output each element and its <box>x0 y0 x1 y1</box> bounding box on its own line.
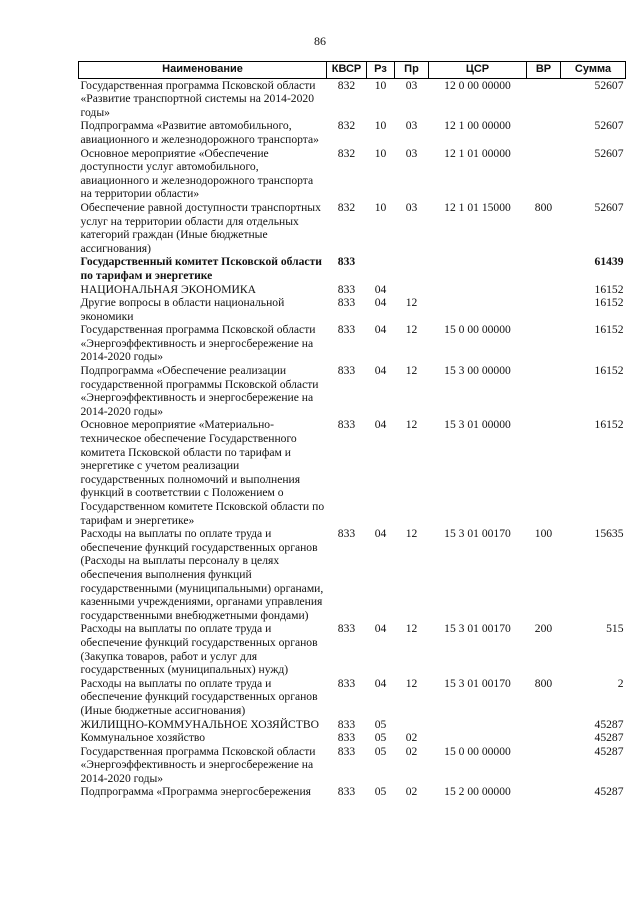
cell-pr: 12 <box>405 364 418 378</box>
cell-name: Расходы на выплаты по оплате труда и обеспечение функций государственных органов (Иные бюджетные ассигнования) <box>80 676 318 717</box>
cell-csr <box>429 731 527 745</box>
cell-pr <box>395 718 429 732</box>
table-row <box>79 745 626 786</box>
cell-name: Расходы на выплаты по оплате труда и обеспечение функций государственных органов (Расходы на выплаты персоналу в целях обеспечения выполнения функций государственными (муниципальными) органами, казенными учреждениями, органами управления государственными внебюджетными фондами) <box>80 527 324 622</box>
table-row <box>79 731 626 745</box>
cell-csr <box>429 255 527 282</box>
cell-name: Расходы на выплаты по оплате труда и обеспечение функций государственных органов (Закупка товаров, работ и услуг для государственных (муниципальных) нужд) <box>80 622 318 677</box>
table-row <box>79 364 626 418</box>
cell-vr <box>527 255 561 282</box>
cell-sum: 52607 <box>594 119 624 133</box>
cell-rz: 04 <box>374 527 387 541</box>
cell-kvsr: 833 <box>337 418 356 432</box>
cell-csr: 12 0 00 00000 <box>444 78 511 92</box>
cell-rz: 04 <box>374 323 387 337</box>
cell-pr: 02 <box>405 785 418 799</box>
table-row <box>79 119 626 146</box>
cell-csr: 15 0 00 00000 <box>444 323 511 337</box>
cell-sum: 45287 <box>594 717 624 731</box>
cell-csr: 15 3 00 00000 <box>444 364 511 378</box>
cell-kvsr: 833 <box>337 744 356 758</box>
header-pr: Пр <box>395 62 429 79</box>
cell-name: НАЦИОНАЛЬНАЯ ЭКОНОМИКА <box>80 282 257 296</box>
cell-kvsr: 832 <box>337 200 356 214</box>
table-header-row <box>79 62 626 79</box>
header-sum: Сумма <box>561 62 626 79</box>
table-row <box>79 527 626 622</box>
table-body <box>79 78 626 799</box>
table-row <box>79 418 626 527</box>
cell-vr <box>527 731 561 745</box>
cell-csr <box>429 283 527 297</box>
header-kvsr: КВСР <box>327 62 367 79</box>
cell-pr: 03 <box>405 119 418 133</box>
cell-name: Государственная программа Псковской области «Энергоэффективность и энергосбережение на 2014-2020 годы» <box>80 323 316 364</box>
cell-csr: 12 1 01 00000 <box>444 146 511 160</box>
cell-sum: 15635 <box>594 527 624 541</box>
cell-pr: 12 <box>405 296 418 310</box>
cell-name: Государственная программа Псковской области «Развитие транспортной системы на 2014-2020 годы» <box>80 78 316 119</box>
cell-rz: 04 <box>374 676 387 690</box>
cell-sum: 61439 <box>594 255 624 269</box>
cell-sum: 515 <box>606 622 624 636</box>
cell-vr <box>527 323 561 364</box>
cell-sum: 52607 <box>594 78 624 92</box>
cell-sum: 16152 <box>594 282 624 296</box>
cell-pr: 12 <box>405 418 418 432</box>
cell-kvsr: 833 <box>337 731 356 745</box>
cell-sum: 45287 <box>594 785 624 799</box>
cell-pr: 12 <box>405 323 418 337</box>
cell-rz: 05 <box>374 731 387 745</box>
cell-kvsr: 833 <box>337 717 356 731</box>
cell-vr <box>527 119 561 146</box>
cell-vr: 100 <box>534 527 553 541</box>
cell-kvsr: 833 <box>337 323 356 337</box>
table-row <box>79 677 626 718</box>
cell-vr <box>527 78 561 119</box>
cell-sum: 16152 <box>594 296 624 310</box>
cell-csr: 15 3 01 00170 <box>444 676 511 690</box>
cell-vr <box>527 283 561 297</box>
cell-kvsr: 833 <box>337 676 356 690</box>
cell-vr <box>527 364 561 418</box>
header-name: Наименование <box>79 62 327 79</box>
cell-kvsr: 833 <box>337 364 356 378</box>
cell-rz: 10 <box>374 78 387 92</box>
cell-rz: 10 <box>374 200 387 214</box>
cell-csr: 12 1 01 15000 <box>444 200 511 214</box>
cell-name: ЖИЛИЩНО-КОММУНАЛЬНОЕ ХОЗЯЙСТВО <box>80 717 319 731</box>
cell-rz: 10 <box>374 146 387 160</box>
cell-name: Подпрограмма «Программа энергосбережения <box>80 785 312 799</box>
cell-csr <box>429 718 527 732</box>
table-row <box>79 323 626 364</box>
cell-rz: 04 <box>374 622 387 636</box>
cell-kvsr: 833 <box>337 622 356 636</box>
cell-name: Другие вопросы в области национальной экономики <box>80 296 285 323</box>
table-row <box>79 283 626 297</box>
cell-kvsr: 833 <box>337 255 356 269</box>
cell-sum: 52607 <box>594 146 624 160</box>
cell-csr: 12 1 00 00000 <box>444 119 511 133</box>
table-row <box>79 201 626 255</box>
cell-pr <box>395 283 429 297</box>
cell-rz <box>367 255 395 282</box>
cell-vr <box>527 718 561 732</box>
cell-pr: 02 <box>405 744 418 758</box>
cell-sum: 16152 <box>594 418 624 432</box>
cell-sum: 52607 <box>594 200 624 214</box>
cell-rz: 04 <box>374 364 387 378</box>
cell-vr <box>527 296 561 323</box>
cell-pr: 02 <box>405 731 418 745</box>
cell-sum: 2 <box>617 676 624 690</box>
cell-vr <box>527 785 561 799</box>
cell-sum: 45287 <box>594 731 624 745</box>
cell-name: Основное мероприятие «Обеспечение доступности услуг автомобильного, авиационного и железнодорожного транспорта на территории области» <box>80 146 314 201</box>
table-row <box>79 622 626 676</box>
cell-pr: 03 <box>405 146 418 160</box>
cell-pr: 12 <box>405 527 418 541</box>
cell-pr: 03 <box>405 78 418 92</box>
cell-csr: 15 3 01 00170 <box>444 527 511 541</box>
cell-vr: 200 <box>534 622 553 636</box>
cell-sum: 16152 <box>594 364 624 378</box>
cell-csr: 15 3 01 00000 <box>444 418 511 432</box>
cell-rz: 05 <box>374 744 387 758</box>
cell-name: Государственный комитет Псковской области по тарифам и энергетике <box>80 255 322 282</box>
table-row <box>79 255 626 282</box>
cell-vr <box>527 147 561 201</box>
cell-name: Подпрограмма «Развитие автомобильного, авиационного и железнодорожного транспорта» <box>80 119 319 146</box>
cell-pr: 12 <box>405 676 418 690</box>
cell-rz: 04 <box>374 296 387 310</box>
table-row <box>79 785 626 799</box>
cell-vr: 800 <box>534 200 553 214</box>
cell-kvsr: 833 <box>337 527 356 541</box>
cell-kvsr: 833 <box>337 296 356 310</box>
cell-pr: 12 <box>405 622 418 636</box>
cell-vr <box>527 745 561 786</box>
table-row <box>79 718 626 732</box>
cell-name: Коммунальное хозяйство <box>80 731 206 745</box>
table-row <box>79 296 626 323</box>
cell-csr: 15 2 00 00000 <box>444 785 511 799</box>
cell-sum: 16152 <box>594 323 624 337</box>
cell-vr: 800 <box>534 676 553 690</box>
cell-csr: 15 3 01 00170 <box>444 622 511 636</box>
table-row <box>79 147 626 201</box>
budget-table <box>78 61 626 799</box>
cell-sum: 45287 <box>594 744 624 758</box>
cell-name: Государственная программа Псковской области «Энергоэффективность и энергосбережение на 2014-2020 годы» <box>80 744 316 785</box>
cell-pr <box>395 255 429 282</box>
header-csr: ЦСР <box>429 62 527 79</box>
header-vr: ВР <box>527 62 561 79</box>
cell-rz: 05 <box>374 785 387 799</box>
cell-name: Обеспечение равной доступности транспортных услуг на территории области для отдельных категорий граждан (Иные бюджетные ассигнования) <box>80 200 321 255</box>
cell-csr: 15 0 00 00000 <box>444 744 511 758</box>
cell-kvsr: 833 <box>337 282 356 296</box>
cell-kvsr: 833 <box>337 785 356 799</box>
cell-rz: 04 <box>374 418 387 432</box>
cell-kvsr: 832 <box>337 119 356 133</box>
table-row <box>79 78 626 119</box>
cell-vr <box>527 418 561 527</box>
page-number: 86 <box>314 34 326 48</box>
header-rz: Рз <box>367 62 395 79</box>
cell-name: Основное мероприятие «Материально-техническое обеспечение Государственного комитета Псковской области по тарифам и энергетике с учетом реализации государственных полномочий и выполнения функций в соответствии с Положением о Государственном комитете Псковской области по тарифам и энергетике» <box>80 418 325 527</box>
cell-csr <box>429 296 527 323</box>
cell-pr: 03 <box>405 200 418 214</box>
cell-rz: 10 <box>374 119 387 133</box>
cell-kvsr: 832 <box>337 78 356 92</box>
cell-name: Подпрограмма «Обеспечение реализации государственной программы Псковской области «Энергоэффективность и энергосбережение на 2014-2020 годы» <box>80 364 319 418</box>
cell-rz: 04 <box>374 282 387 296</box>
cell-rz: 05 <box>374 717 387 731</box>
cell-kvsr: 832 <box>337 146 356 160</box>
